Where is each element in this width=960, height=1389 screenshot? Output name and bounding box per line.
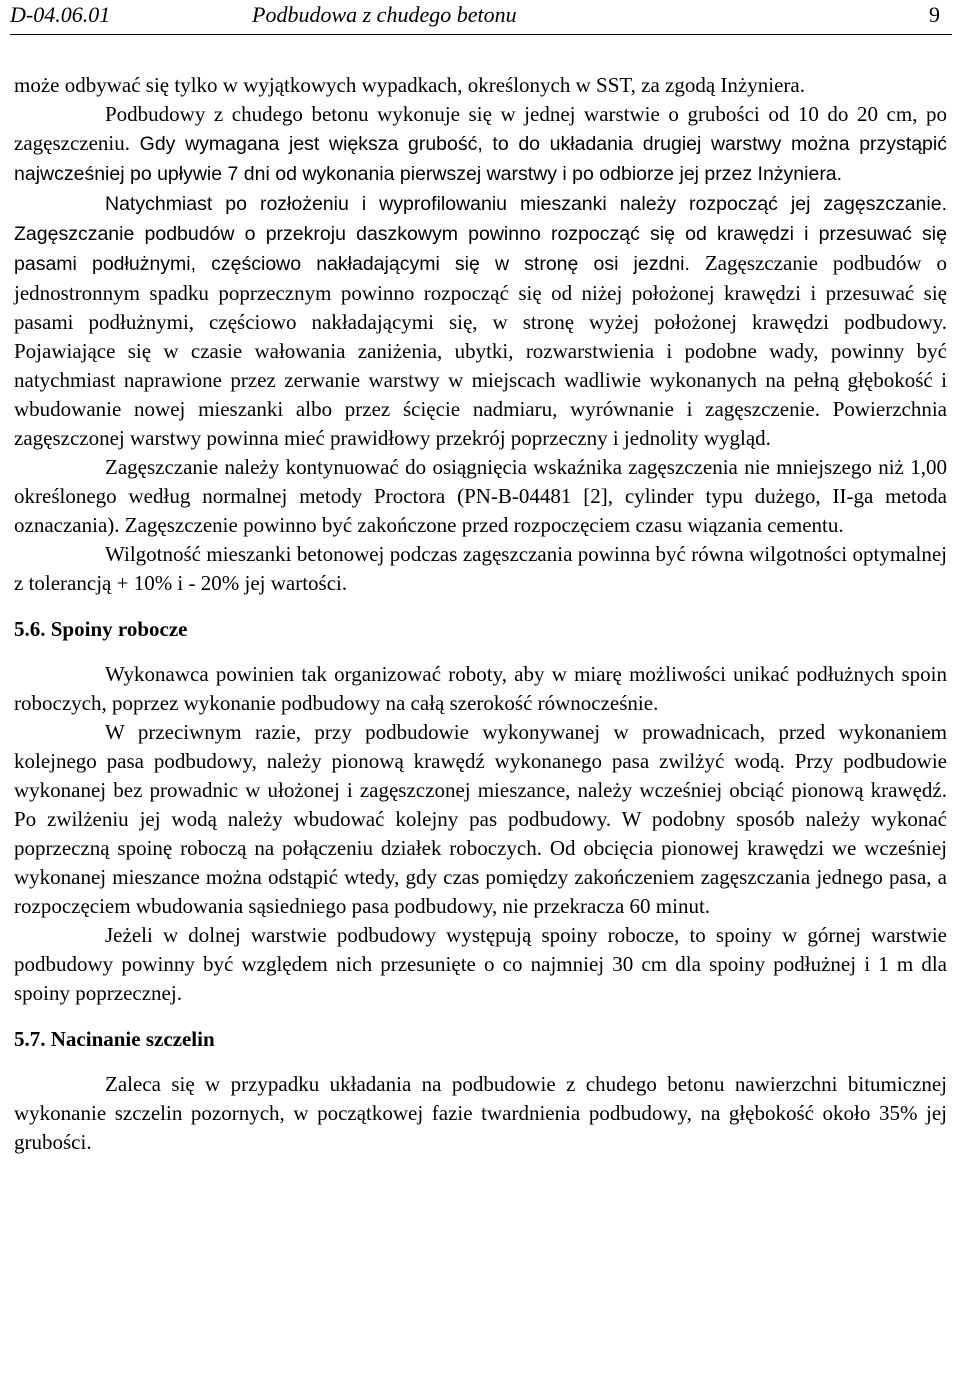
document-title: Podbudowa z chudego betonu	[252, 2, 517, 27]
paragraph: Wilgotność mieszanki betonowej podczas zagęszczania powinna być równa wilgotności optymalnej z tolerancją + 10% i - 20% jej wartości.	[14, 542, 947, 595]
paragraph-part: Zagęszczanie podbudów o przekroju daszkowym powinno rozpocząć się od krawędzi i przesuwać się pasami podłużnymi, częściowo nakładającymi się w stronę osi jezdni.	[14, 223, 947, 275]
paragraph: może odbywać się tylko w wyjątkowych wypadkach, określonych w SST, za zgodą Inżyniera.	[14, 73, 805, 97]
section-heading: 5.6. Spoiny robocze	[14, 617, 188, 641]
paragraph: Jeżeli w dolnej warstwie podbudowy występują spoiny robocze, to spoiny w górnej warstwie podbudowy powinny być względem nich przesunięte o co najmniej 30 cm dla spoiny podłużnej i 1 m dla spoiny poprzecznej.	[14, 923, 947, 1005]
paragraph	[14, 100, 947, 189]
paragraph: Zagęszczanie należy kontynuować do osiągnięcia wskaźnika zagęszczenia nie mniejszego niż 1,00 określonego według normalnej metody Proctora (PN-B-04481 [2], cylinder typu dużego, II-ga metoda oznaczania). Zagęszczenie powinno być zakończone przed rozpoczęciem czasu wiązania cementu.	[14, 455, 947, 537]
paragraph-part: Zagęszczanie podbudów o jednostronnym spadku poprzecznym powinno rozpocząć się od niżej położonej krawędzi i przesuwać się pasami podłużnymi, częściowo nakładającymi się, w stronę wyżej położonej krawędzi podbudowy. Pojawiające się w czasie wałowania zaniżenia, ubytki, rozwarstwienia i podobne wady, powinny być natychmiast naprawione przez zerwanie warstwy w miejscach wadliwie wykonanych na pełną głębokość i wbudowanie nowej mieszanki albo przez ścięcie nadmiaru, wyrównanie i zagęszczenie. Powierzchnia zagęszczonej warstwy powinna mieć prawidłowy przekrój poprzeczny i jednolity wygląd.	[14, 251, 947, 450]
paragraph-part: Gdy wymagana jest większa grubość, to do układania drugiej warstwy można przystąpić najwcześniej po upływie 7 dni od wykonania pierwszej warstwy i po odbiorze jej przez Inżyniera.	[14, 133, 947, 185]
page-header	[10, 0, 952, 35]
document-code: D-04.06.01	[10, 2, 111, 27]
paragraph-part: Natychmiast po rozłożeniu i wyprofilowaniu mieszanki należy rozpocząć jej zagęszczanie.	[105, 193, 947, 215]
page-body	[14, 71, 947, 1157]
paragraph-part: Podbudowy z chudego betonu wykonuje się w jednej warstwie o grubości od 10 do 20 cm, po zagęszczeniu.	[14, 102, 947, 155]
paragraph	[14, 189, 947, 453]
paragraph: W przeciwnym razie, przy podbudowie wykonywanej w prowadnicach, przed wykonaniem kolejnego pasa podbudowy, należy pionową krawędź wykonanego pasa zwilżyć wodą. Przy podbudowie wykonanej bez prowadnic w ułożonej i zagęszczonej mieszance, należy wcześniej obciąć pionową krawędź. Po zwilżeniu jej wodą należy wbudować kolejny pas podbudowy. W podobny sposób należy wykonać poprzeczną spoinę roboczą na połączeniu działek roboczych. Od obcięcia pionowej krawędzi we wcześniej wykonanej mieszance można odstąpić wtedy, gdy czas pomiędzy zakończeniem zagęszczania jednego pasa, a rozpoczęciem wbudowania sąsiedniego pasa podbudowy, nie przekracza 60 minut.	[14, 720, 947, 918]
paragraph: Wykonawca powinien tak organizować roboty, aby w miarę możliwości unikać podłużnych spoin roboczych, poprzez wykonanie podbudowy na całą szerokość równocześnie.	[14, 662, 947, 715]
page-number: 9	[929, 2, 940, 27]
section-heading: 5.7. Nacinanie szczelin	[14, 1027, 215, 1051]
paragraph: Zaleca się w przypadku układania na podbudowie z chudego betonu nawierzchni bitumicznej wykonanie szczelin pozornych, w początkowej fazie twardnienia podbudowy, na głębokość około 35% jej grubości.	[14, 1072, 947, 1154]
